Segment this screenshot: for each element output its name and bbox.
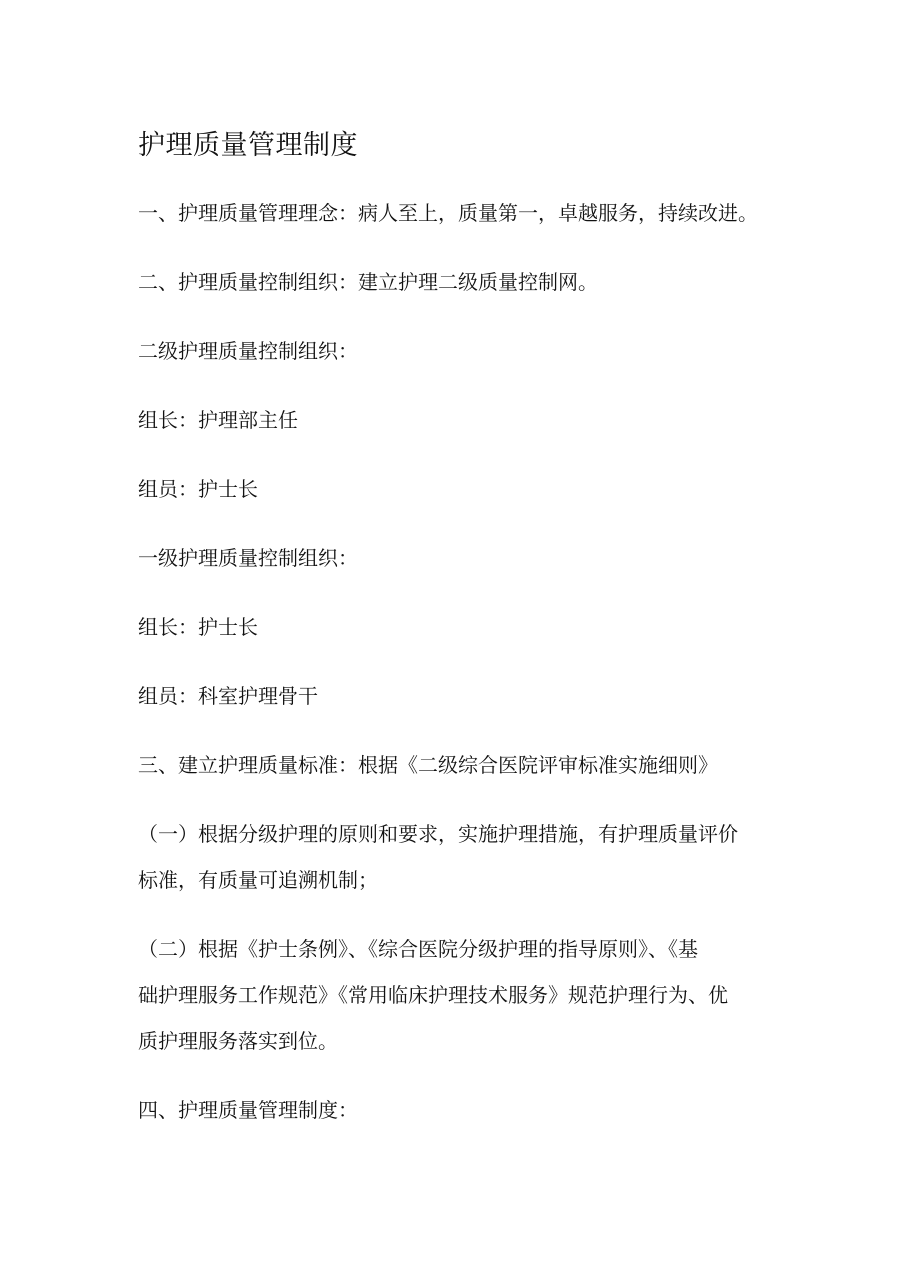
paragraph-item-two xyxy=(138,926,778,1064)
paragraph-level-one-organization: 一级护理质量控制组织： xyxy=(138,546,358,570)
paragraph-quality-organization: 二、护理质量控制组织：建立护理二级质量控制网。 xyxy=(138,270,598,294)
paragraph-item-one-line-1: （一）根据分级护理的原则和要求，实施护理措施，有护理质量评价 xyxy=(138,822,738,846)
page-title: 护理质量管理制度 xyxy=(138,130,358,161)
paragraph-item-two-line-3: 质护理服务落实到位。 xyxy=(138,1029,338,1053)
paragraph-level-one-members: 组员：科室护理骨干 xyxy=(138,684,318,708)
paragraph-level-one-leader: 组长：护士长 xyxy=(138,615,258,639)
paragraph-level-two-leader: 组长：护理部主任 xyxy=(138,408,298,432)
paragraph-item-one xyxy=(138,811,778,903)
paragraph-quality-standards: 三、建立护理质量标准：根据《二级综合医院评审标准实施细则》 xyxy=(138,753,718,777)
paragraph-level-two-members: 组员：护士长 xyxy=(138,477,258,501)
paragraph-item-one-line-2: 标准，有质量可追溯机制； xyxy=(138,868,378,892)
paragraph-quality-concept: 一、护理质量管理理念：病人至上，质量第一，卓越服务，持续改进。 xyxy=(138,201,758,225)
paragraph-item-two-line-2: 础护理服务工作规范》《常用临床护理技术服务》规范护理行为、优 xyxy=(138,983,728,1007)
paragraph-level-two-organization: 二级护理质量控制组织： xyxy=(138,339,358,363)
paragraph-item-two-line-1: （二）根据《护士条例》、《综合医院分级护理的指导原则》、《基 xyxy=(138,937,698,961)
paragraph-section-four: 四、护理质量管理制度： xyxy=(138,1098,358,1122)
